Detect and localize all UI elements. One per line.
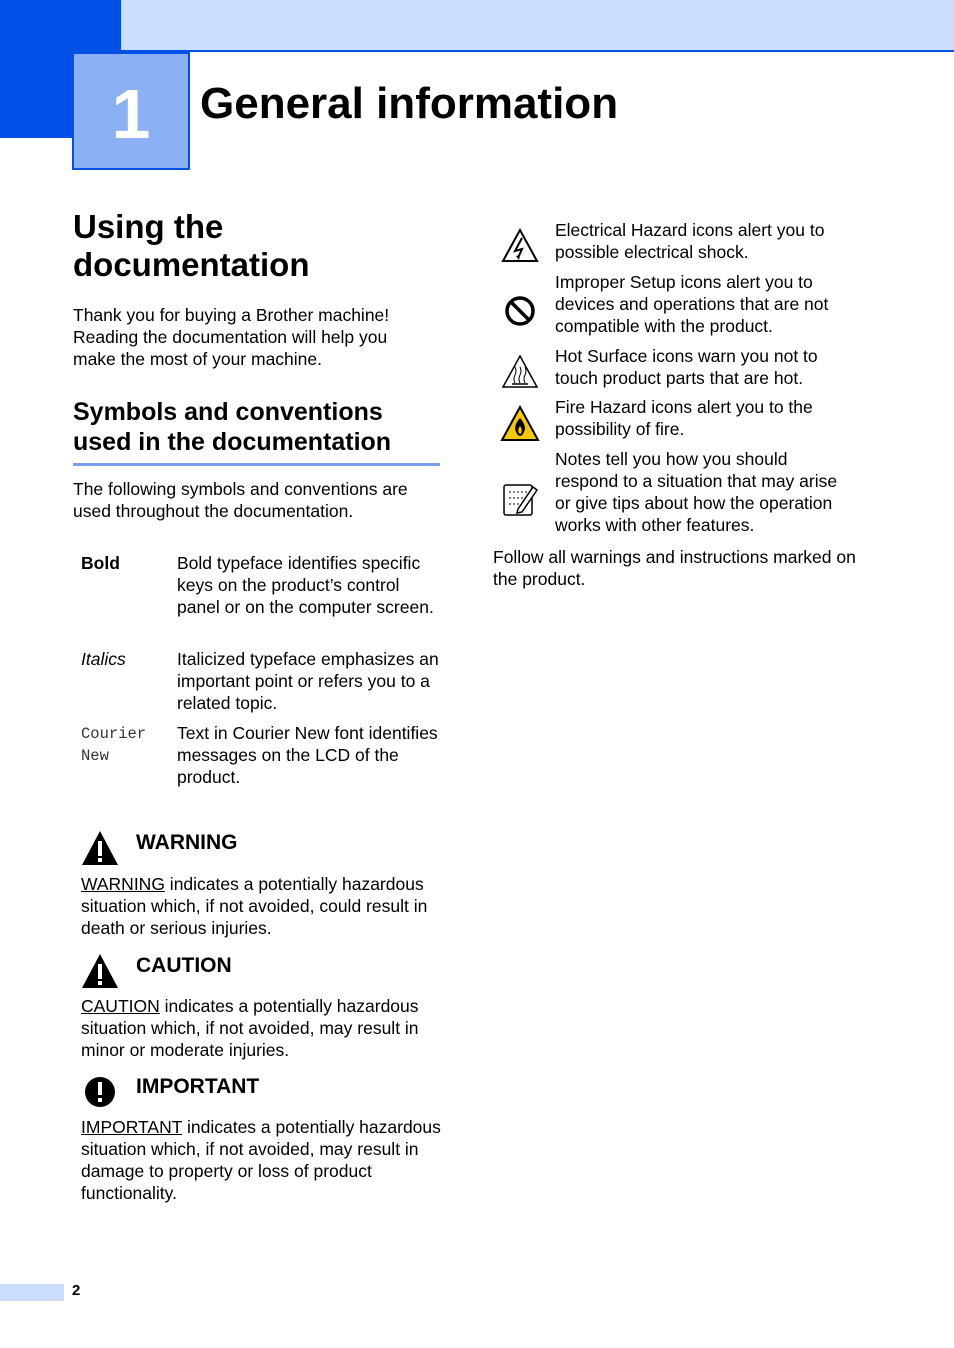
- important-description: indicates a potentially hazardous situation which, if not avoided, may result in damage to property or loss of product functionality.: [81, 1117, 441, 1203]
- hot-surface-text: Hot Surface icons warn you not to touch product parts that are hot.: [555, 346, 818, 388]
- footer-bar: [0, 1284, 64, 1301]
- electrical-hazard-icon: [500, 226, 540, 266]
- hot-surface-icon: [500, 352, 540, 392]
- caution-description: indicates a potentially hazardous situation which, if not avoided, may result in minor or moderate injuries.: [81, 996, 419, 1060]
- fire-hazard-icon: [500, 404, 540, 444]
- convention-term-italics: Italics: [81, 649, 126, 669]
- warning-text: [81, 873, 441, 939]
- chapter-number: 1: [111, 75, 151, 153]
- subsection-title: Symbols and conventions used in the documentation: [73, 397, 440, 466]
- convention-desc-bold: Bold typeface identifies specific keys on the product’s control panel or on the computer screen.: [177, 553, 434, 617]
- caution-triangle-icon: [81, 953, 119, 989]
- important-keyword: IMPORTANT: [81, 1117, 183, 1137]
- section-intro: Thank you for buying a Brother machine! Reading the documentation will help you make the most of your machine.: [73, 305, 390, 369]
- warning-keyword: WARNING: [81, 874, 165, 894]
- subsection-intro: The following symbols and conventions are used throughout the documentation.: [73, 479, 408, 521]
- note-text: Notes tell you how you should respond to a situation that may arise or give tips about how the operation works with other features.: [555, 449, 838, 535]
- caution-title: CAUTION: [136, 954, 232, 977]
- section-title: Using the documentation: [73, 208, 310, 283]
- warning-description: indicates a potentially hazardous situation which, if not avoided, could result in death or serious injuries.: [81, 874, 428, 938]
- improper-setup-text: Improper Setup icons alert you to devices and operations that are not compatible with the product.: [555, 272, 829, 336]
- convention-desc-italics: Italicized typeface emphasizes an important point or refers you to a related topic.: [177, 649, 439, 713]
- important-circle-icon: [84, 1076, 116, 1108]
- warning-triangle-icon: [81, 830, 119, 866]
- caution-keyword: CAUTION: [81, 996, 160, 1016]
- convention-desc-courier: Text in Courier New font identifies messages on the LCD of the product.: [177, 723, 438, 787]
- important-title: IMPORTANT: [136, 1075, 260, 1098]
- convention-term-bold: Bold: [81, 553, 120, 573]
- important-text: [81, 1116, 443, 1204]
- note-icon: [500, 479, 540, 519]
- fire-hazard-text: Fire Hazard icons alert you to the possibility of fire.: [555, 397, 813, 439]
- chapter-title: General information: [200, 79, 619, 128]
- page-number: 2: [72, 1282, 81, 1299]
- convention-term-courier: Courier New: [81, 725, 147, 765]
- warning-title: WARNING: [136, 831, 238, 854]
- electrical-hazard-text: Electrical Hazard icons alert you to possible electrical shock.: [555, 220, 825, 262]
- header-band-right: [121, 0, 954, 52]
- caution-text: [81, 995, 441, 1061]
- improper-setup-icon: [500, 291, 540, 331]
- closing-text: Follow all warnings and instructions marked on the product.: [493, 547, 856, 589]
- chapter-number-box: [72, 52, 190, 170]
